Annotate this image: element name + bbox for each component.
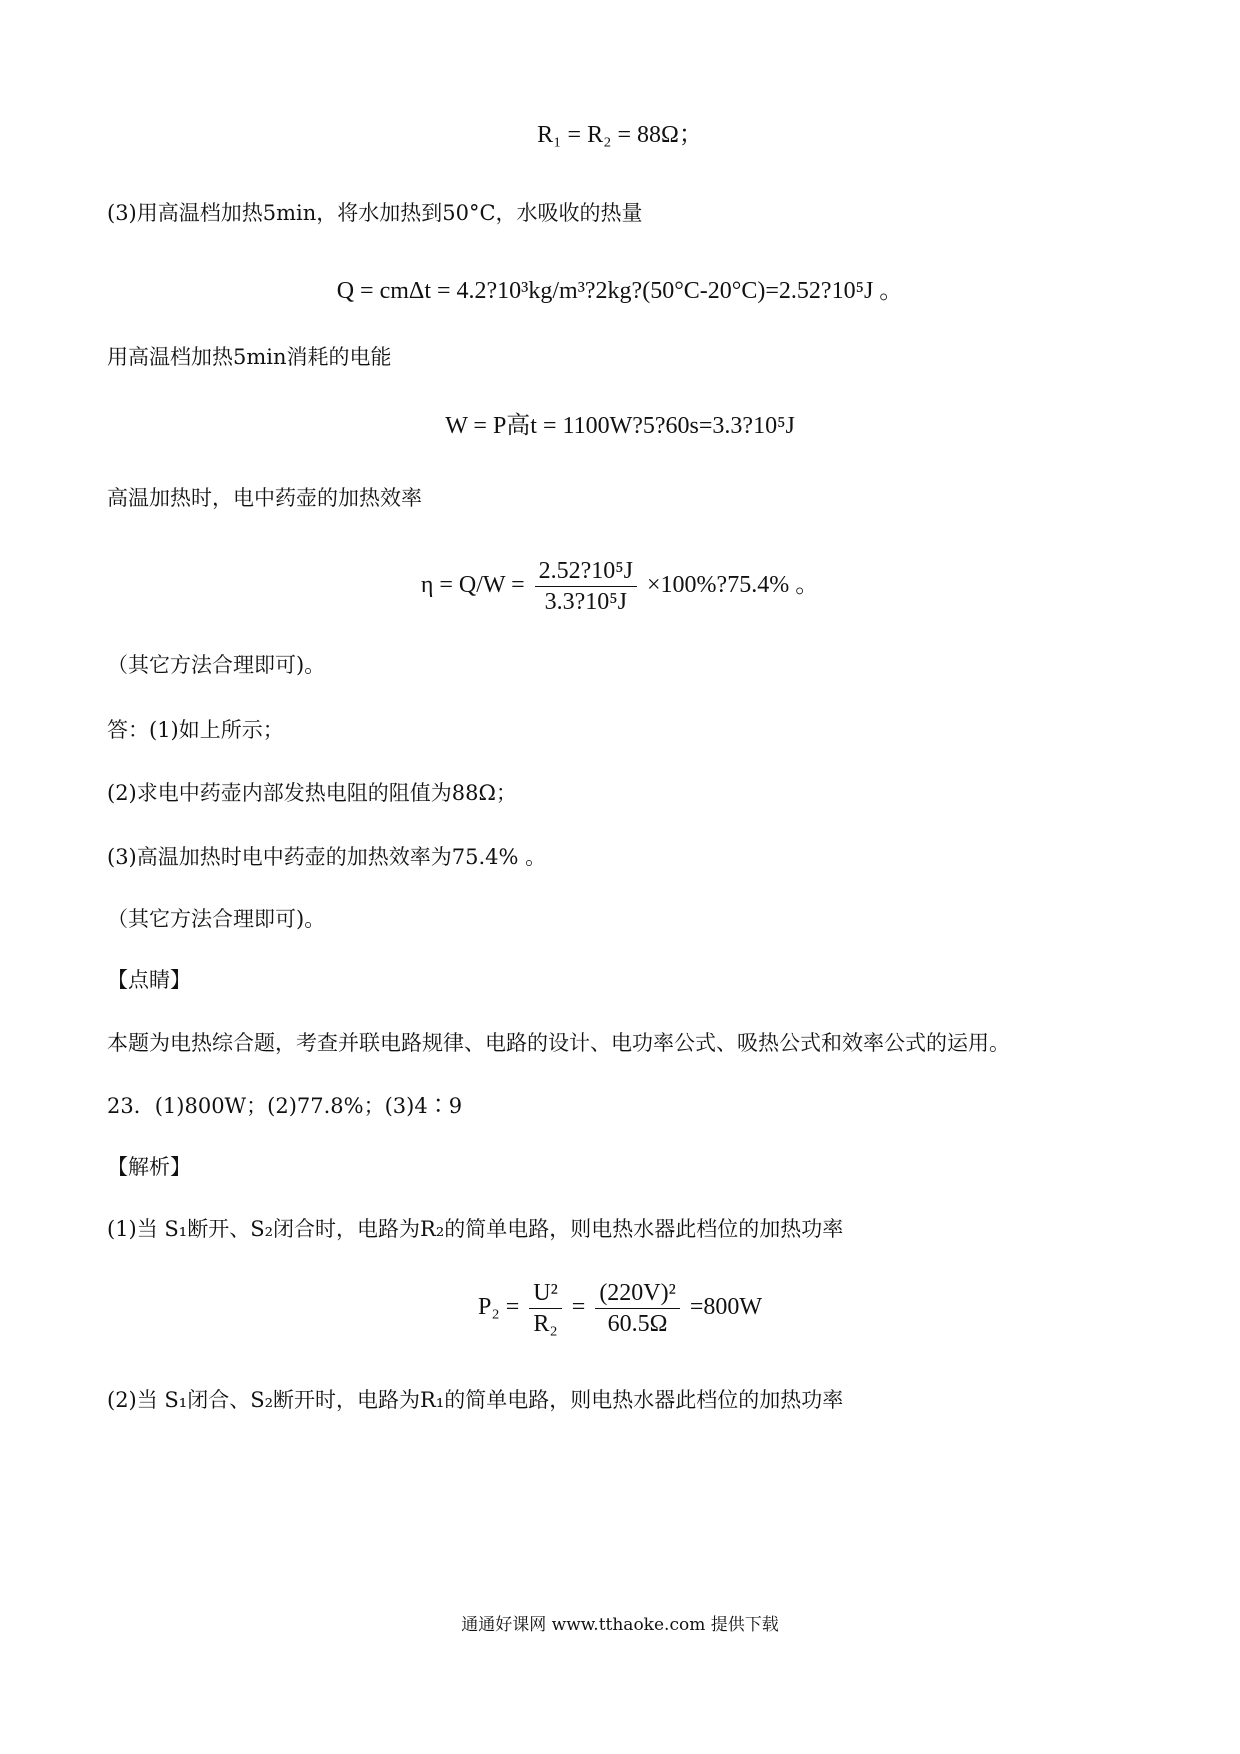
- part2-intro: (2)当 S₁闭合、S₂断开时，电路为R₁的简单电路，则电热水器此档位的加热功率: [107, 1388, 844, 1412]
- other-method-note-1: （其它方法合理即可)。: [107, 653, 326, 677]
- power-denominator-2: 60.5Ω: [607, 1310, 668, 1337]
- answer-1: 答：(1)如上所示；: [107, 718, 284, 742]
- eta-rhs: ×100%?75.4% 。: [647, 572, 820, 598]
- power-numerator-1: U²: [529, 1278, 562, 1309]
- power-fraction-2: [595, 1278, 680, 1339]
- other-method-note-2: （其它方法合理即可)。: [107, 907, 326, 931]
- answer-2: (2)求电中药壶内部发热电阻的阻值为88Ω；: [107, 781, 517, 805]
- answer-3: (3)高温加热时电中药壶的加热效率为75.4% 。: [107, 845, 547, 869]
- power-lhs: P₂ =: [477, 1294, 520, 1320]
- power-rhs: =800W: [689, 1294, 763, 1320]
- resistance-equation: R₁ = R₂ = 88Ω；: [537, 122, 703, 148]
- step3-intro: (3)用高温档加热5min，将水加热到50°C，水吸收的热量: [107, 201, 643, 225]
- jiexi-heading: 【解析】: [107, 1155, 191, 1179]
- power-equation: P₂ = $\frac{\text{U²}}{\text{R₂}}$ = $\frac{\text{(220V)²}}{60.5\Omega}$ =800W: [477, 1279, 763, 1337]
- efficiency-intro: 高温加热时，电中药壶的加热效率: [107, 486, 422, 510]
- eta-lhs: η = Q/W =: [420, 572, 525, 598]
- efficiency-equation: [0, 553, 1240, 617]
- eta-denominator: 3.3?10⁵J: [544, 588, 628, 615]
- heat-equation: Q = cmΔt = 4.2?10³kg/m³?2kg?(50°C-20°C)=2.52?10⁵J 。: [336, 278, 904, 304]
- summary-text: 本题为电热综合题，考查并联电路规律、电路的设计、电功率公式、吸热公式和效率公式的运用。: [107, 1031, 1010, 1055]
- power-denominator-1: R₂: [533, 1310, 558, 1337]
- work-equation: W = P高t = 1100W?5?60s=3.3?10⁵J: [445, 413, 795, 439]
- part1-intro: (1)当 S₁断开、S₂闭合时，电路为R₂的简单电路，则电热水器此档位的加热功率: [107, 1217, 844, 1241]
- power-numerator-2: (220V)²: [595, 1278, 680, 1309]
- page-footer: 通通好课网 www.tthaoke.com 提供下载: [461, 1615, 779, 1635]
- eta-fraction: [535, 556, 637, 617]
- eta-numerator: 2.52?10⁵J: [535, 556, 637, 587]
- power-fraction-1: [529, 1278, 562, 1339]
- question-23-answer: 23．(1)800W；(2)77.8%；(3)4∶9: [107, 1094, 463, 1118]
- energy-intro: 用高温档加热5min消耗的电能: [107, 345, 392, 369]
- dianjing-heading: 【点睛】: [107, 968, 191, 992]
